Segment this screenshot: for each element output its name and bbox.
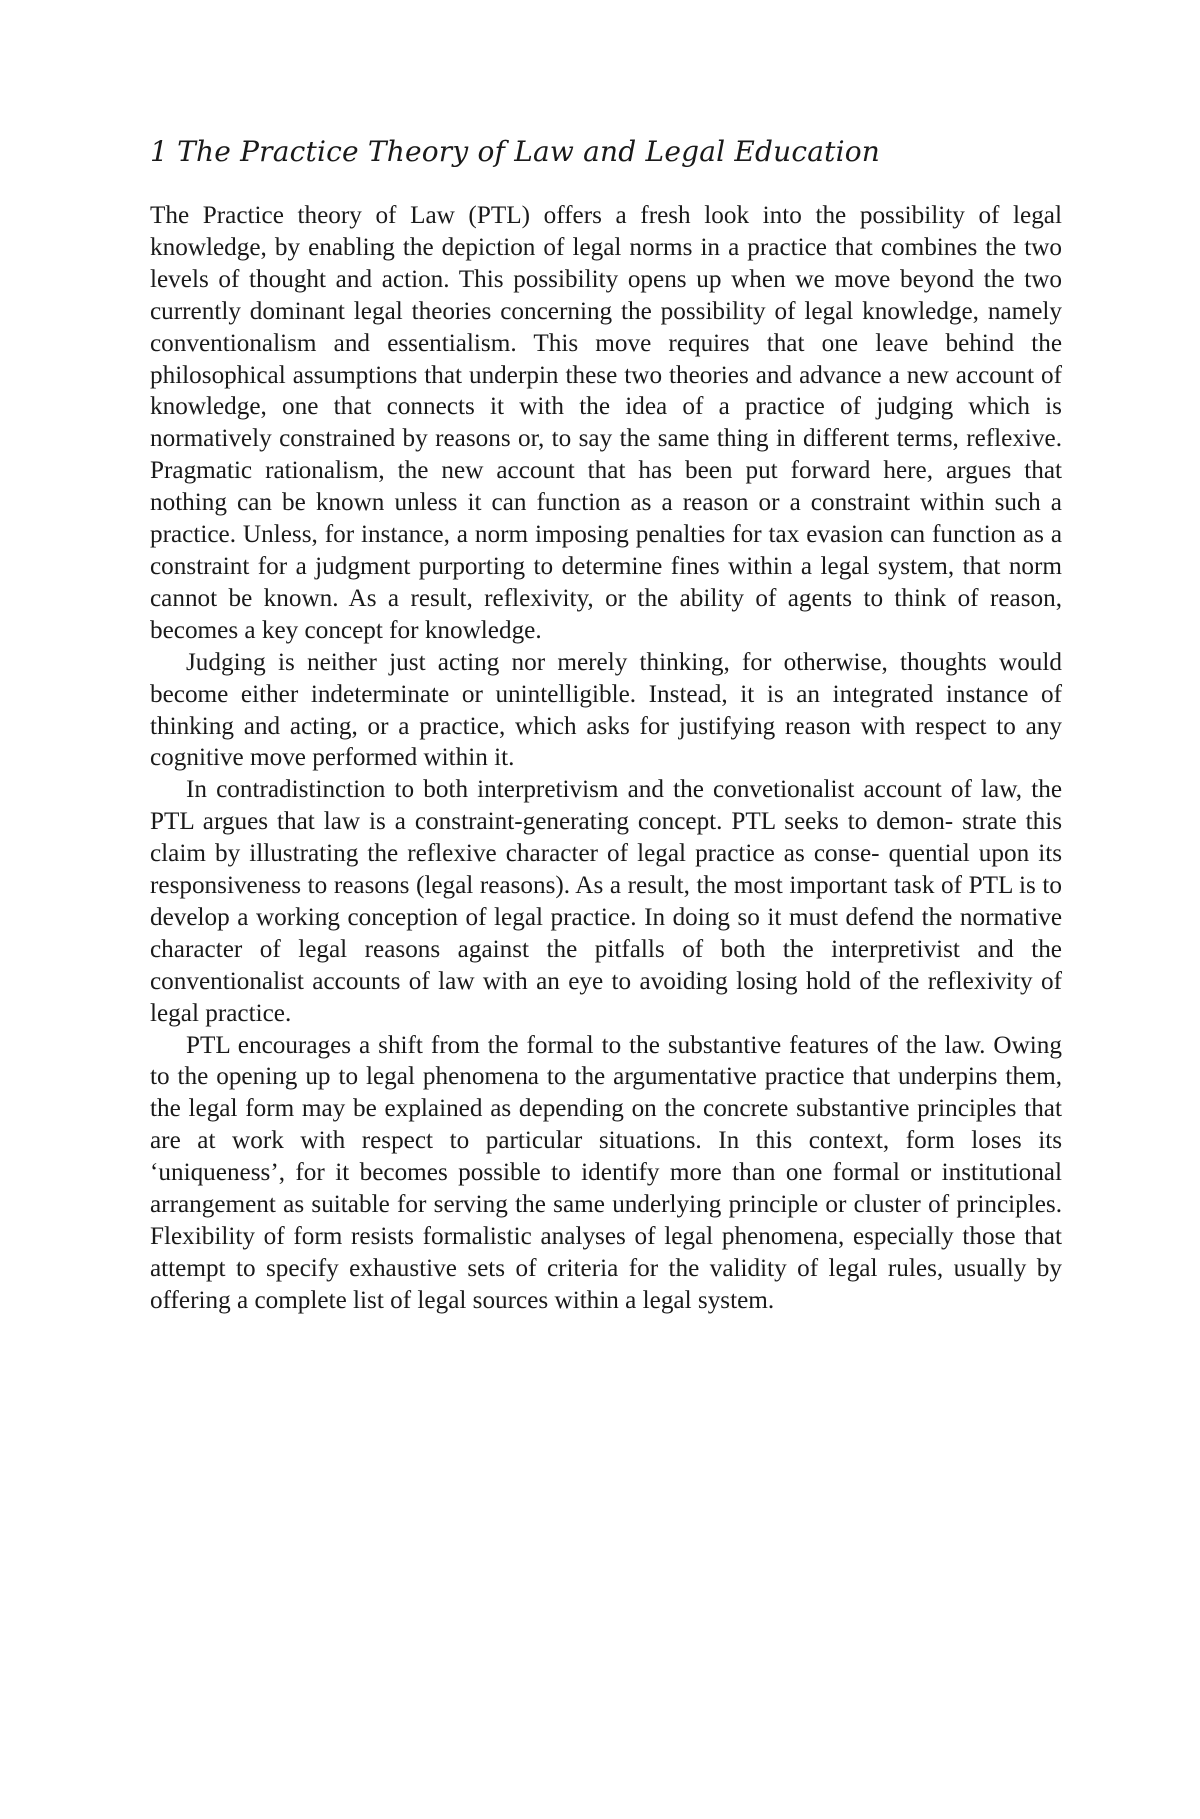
paragraph-4: PTL encourages a shift from the formal to the substantive features of the law. Owing to the opening up to legal phenomena to the argumentative practice that underpins them, the legal form may be explained as depending on the concrete substantive principles that are at work with respect to particular situations. In this context, form loses its ‘uniqueness’, for it becomes possible to identify more than one formal or institutional arrangement as suitable for serving the same underlying principle or cluster of principles. Flexibility of form resists formalistic analyses of legal phenomena, especially those that attempt to specify exhaustive sets of criteria for the validity of legal rules, usually by offering a complete list of legal sources within a legal system. — [150, 1031, 1062, 1314]
page-content — [150, 132, 1062, 1317]
section-heading: 1 The Practice Theory of Law and Legal Education — [150, 135, 881, 168]
paragraph-2: Judging is neither just acting nor merely thinking, for otherwise, thoughts would become either indeterminate or unintelligible. Instead, it is an integrated instance of thinking and acting, or a practice, which asks for justifying reason with respect to any cognitive move performed within it. — [150, 648, 1062, 772]
paragraph-1: The Practice theory of Law (PTL) offers a fresh look into the possibility of legal knowledge, by enabling the depiction of legal norms in a practice that combines the two levels of thought and action. This possibility opens up when we move beyond the two currently dominant legal theories concerning the possibility of legal knowledge, namely conventionalism and essentialism. This move requires that one leave behind the philosophical assumptions that underpin these two theories and advance a new account of knowledge, one that connects it with the idea of a practice of judging which is normatively constrained by reasons or, to say the same thing in different terms, reflexive. Pragmatic rationalism, the new account that has been put forward here, argues that nothing can be known unless it can function as a reason or a constraint within such a practice. Unless, for instance, a norm imposing penalties for tax evasion can function as a constraint for a judgment purporting to determine fines within a legal system, that norm cannot be known. As a result, reflexivity, or the ability of agents to think of reason, becomes a key concept for knowledge. — [150, 202, 1062, 644]
paragraph-3: In contradistinction to both interpretivism and the convetionalist account of law, the PTL argues that law is a constraint-generating concept. PTL seeks to demon- strate this claim by illustrating the reflexive character of legal practice as conse- quential upon its responsiveness to reasons (legal reasons). As a result, the most important task of PTL is to develop a working conception of legal practice. In doing so it must defend the normative character of legal reasons against the pitfalls of both the interpretivist and the conventionalist accounts of law with an eye to avoiding losing hold of the reflexivity of legal practice. — [150, 776, 1062, 1027]
